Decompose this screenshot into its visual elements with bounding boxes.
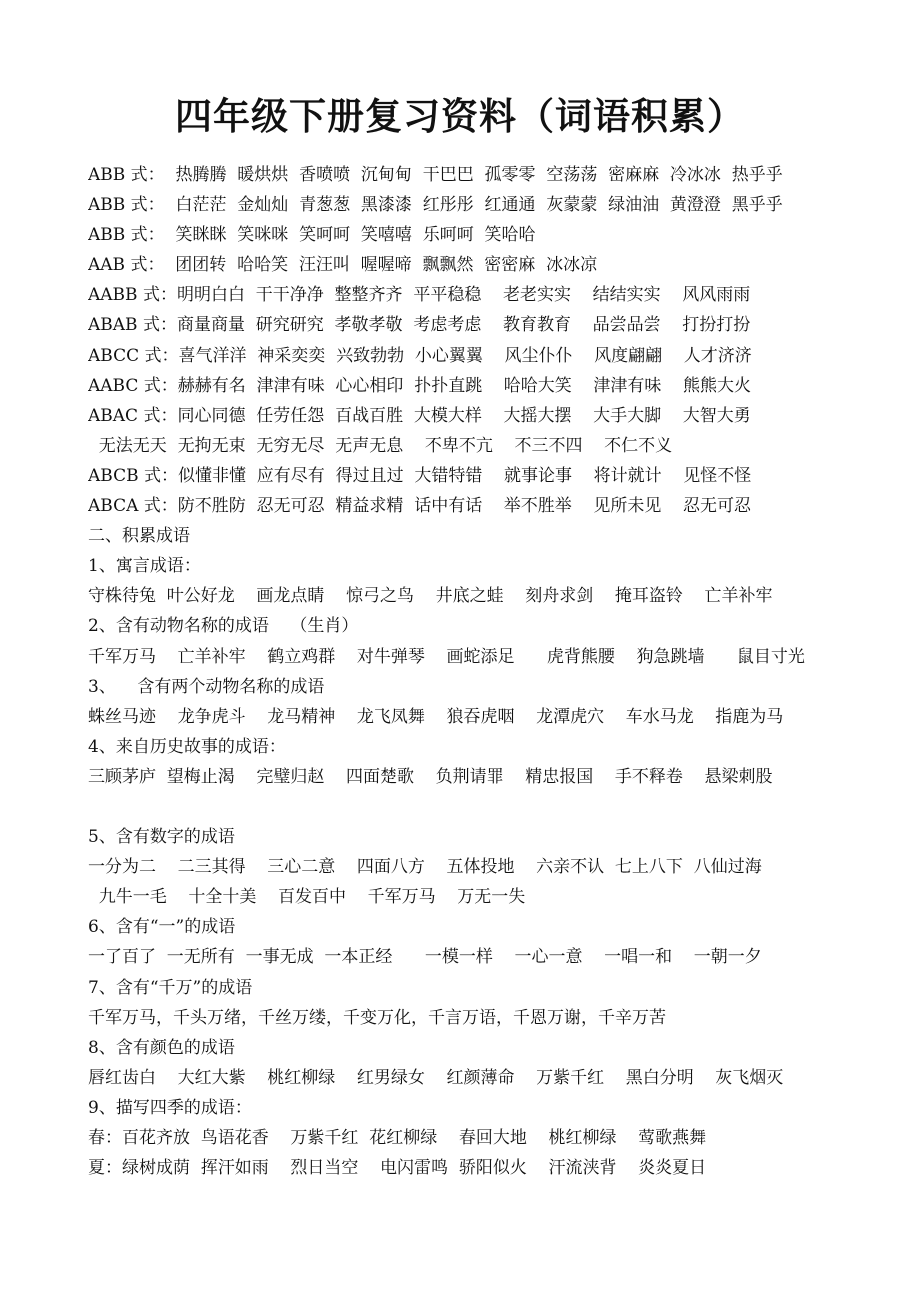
text-line: 3、 含有两个动物名称的成语: [88, 676, 325, 697]
text-line: 九牛一毛 十全十美 百发百中 千军万马 万无一失: [88, 887, 526, 908]
text-line: 5、含有数字的成语: [88, 827, 235, 848]
text-line: 千军万马，千头万绪，千丝万缕，千变万化，千言万语，千恩万谢，千辛万苦: [88, 1007, 666, 1028]
text-line: 无法无天 无拘无束 无穷无尽 无声无息 不卑不亢 不三不四 不仁不义: [88, 435, 673, 456]
text-line: ABB 式： 白茫茫 金灿灿 青葱葱 黑漆漆 红彤彤 红通通 灰蒙蒙 绿油油 黄澄澄 黑乎乎: [88, 195, 783, 216]
text-line: ABB 式： 笑眯眯 笑咪咪 笑呵呵 笑嘻嘻 乐呵呵 笑哈哈: [88, 225, 536, 246]
document-title: 四年级下册复习资料（词语积累）: [175, 94, 745, 138]
text-line: 一了百了 一无所有 一事无成 一本正经 一模一样 一心一意 一唱一和 一朝一夕: [88, 947, 762, 968]
text-line: 千军万马 亡羊补牢 鹤立鸡群 对牛弹琴 画蛇添足 虎背熊腰 狗急跳墙 鼠目寸光: [88, 646, 805, 667]
text-line: AAB 式： 团团转 哈哈笑 汪汪叫 喔喔啼 飘飘然 密密麻 冰冰凉: [88, 255, 598, 276]
text-line: 2、含有动物名称的成语 （生肖）: [88, 616, 359, 637]
text-line: 守株待兔 叶公好龙 画龙点睛 惊弓之鸟 井底之蛙 刻舟求剑 掩耳盗铃 亡羊补牢: [88, 586, 773, 607]
text-line: 4、来自历史故事的成语：: [88, 736, 286, 757]
text-line: 1、寓言成语：: [88, 556, 201, 577]
text-line: 一分为二 二三其得 三心二意 四面八方 五体投地 六亲不认 七上八下 八仙过海: [88, 857, 762, 878]
text-line: 8、含有颜色的成语: [88, 1037, 235, 1058]
text-line: 二、积累成语: [88, 526, 190, 547]
blank-line: [88, 792, 888, 822]
text-line: 春：百花齐放 鸟语花香 万紫千红 花红柳绿 春回大地 桃红柳绿 莺歌燕舞: [88, 1128, 707, 1148]
text-line: ABCA 式：防不胜防 忍无可忍 精益求精 话中有话 举不胜举 见所未见 忍无可忍: [88, 496, 752, 517]
text-line: ABAB 式：商量商量 研究研究 孝敬孝敬 考虑考虑 教育教育 品尝品尝 打扮打扮: [88, 315, 751, 336]
text-line: 三顾茅庐 望梅止渴 完璧归赵 四面楚歌 负荆请罪 精忠报国 手不释卷 悬梁刺股: [88, 766, 773, 787]
text-line: 6、含有“一”的成语: [88, 917, 236, 938]
text-line: ABCC 式：喜气洋洋 神采奕奕 兴致勃勃 小心翼翼 风尘仆仆 风度翩翩 人才济济: [88, 345, 752, 366]
text-line: AABB 式：明明白白 干干净净 整整齐齐 平平稳稳 老老实实 结结实实 风风雨雨: [88, 285, 751, 306]
text-line: AABC 式：赫赫有名 津津有味 心心相印 扑扑直跳 哈哈大笑 津津有味 熊熊大火: [88, 375, 752, 396]
text-line: 夏：绿树成荫 挥汗如雨 烈日当空 电闪雷鸣 骄阳似火 汗流浃背 炎炎夏日: [88, 1158, 707, 1179]
document-body: [88, 160, 888, 1183]
text-line: 唇红齿白 大红大紫 桃红柳绿 红男绿女 红颜薄命 万紫千红 黑白分明 灰飞烟灭: [88, 1067, 784, 1088]
text-line: 蛛丝马迹 龙争虎斗 龙马精神 龙飞凤舞 狼吞虎咽 龙潭虎穴 车水马龙 指鹿为马: [88, 706, 784, 727]
text-line: ABAC 式：同心同德 任劳任怨 百战百胜 大模大样 大摇大摆 大手大脚 大智大勇: [88, 405, 751, 426]
text-line: ABB 式： 热腾腾 暖烘烘 香喷喷 沉甸甸 干巴巴 孤零零 空荡荡 密麻麻 冷冰冰 热乎乎: [88, 165, 783, 185]
text-line: ABCB 式：似懂非懂 应有尽有 得过且过 大错特错 就事论事 将计就计 见怪不怪: [88, 465, 752, 486]
text-line: 9、描写四季的成语：: [88, 1097, 252, 1118]
text-line: 7、含有“千万”的成语: [88, 977, 253, 998]
